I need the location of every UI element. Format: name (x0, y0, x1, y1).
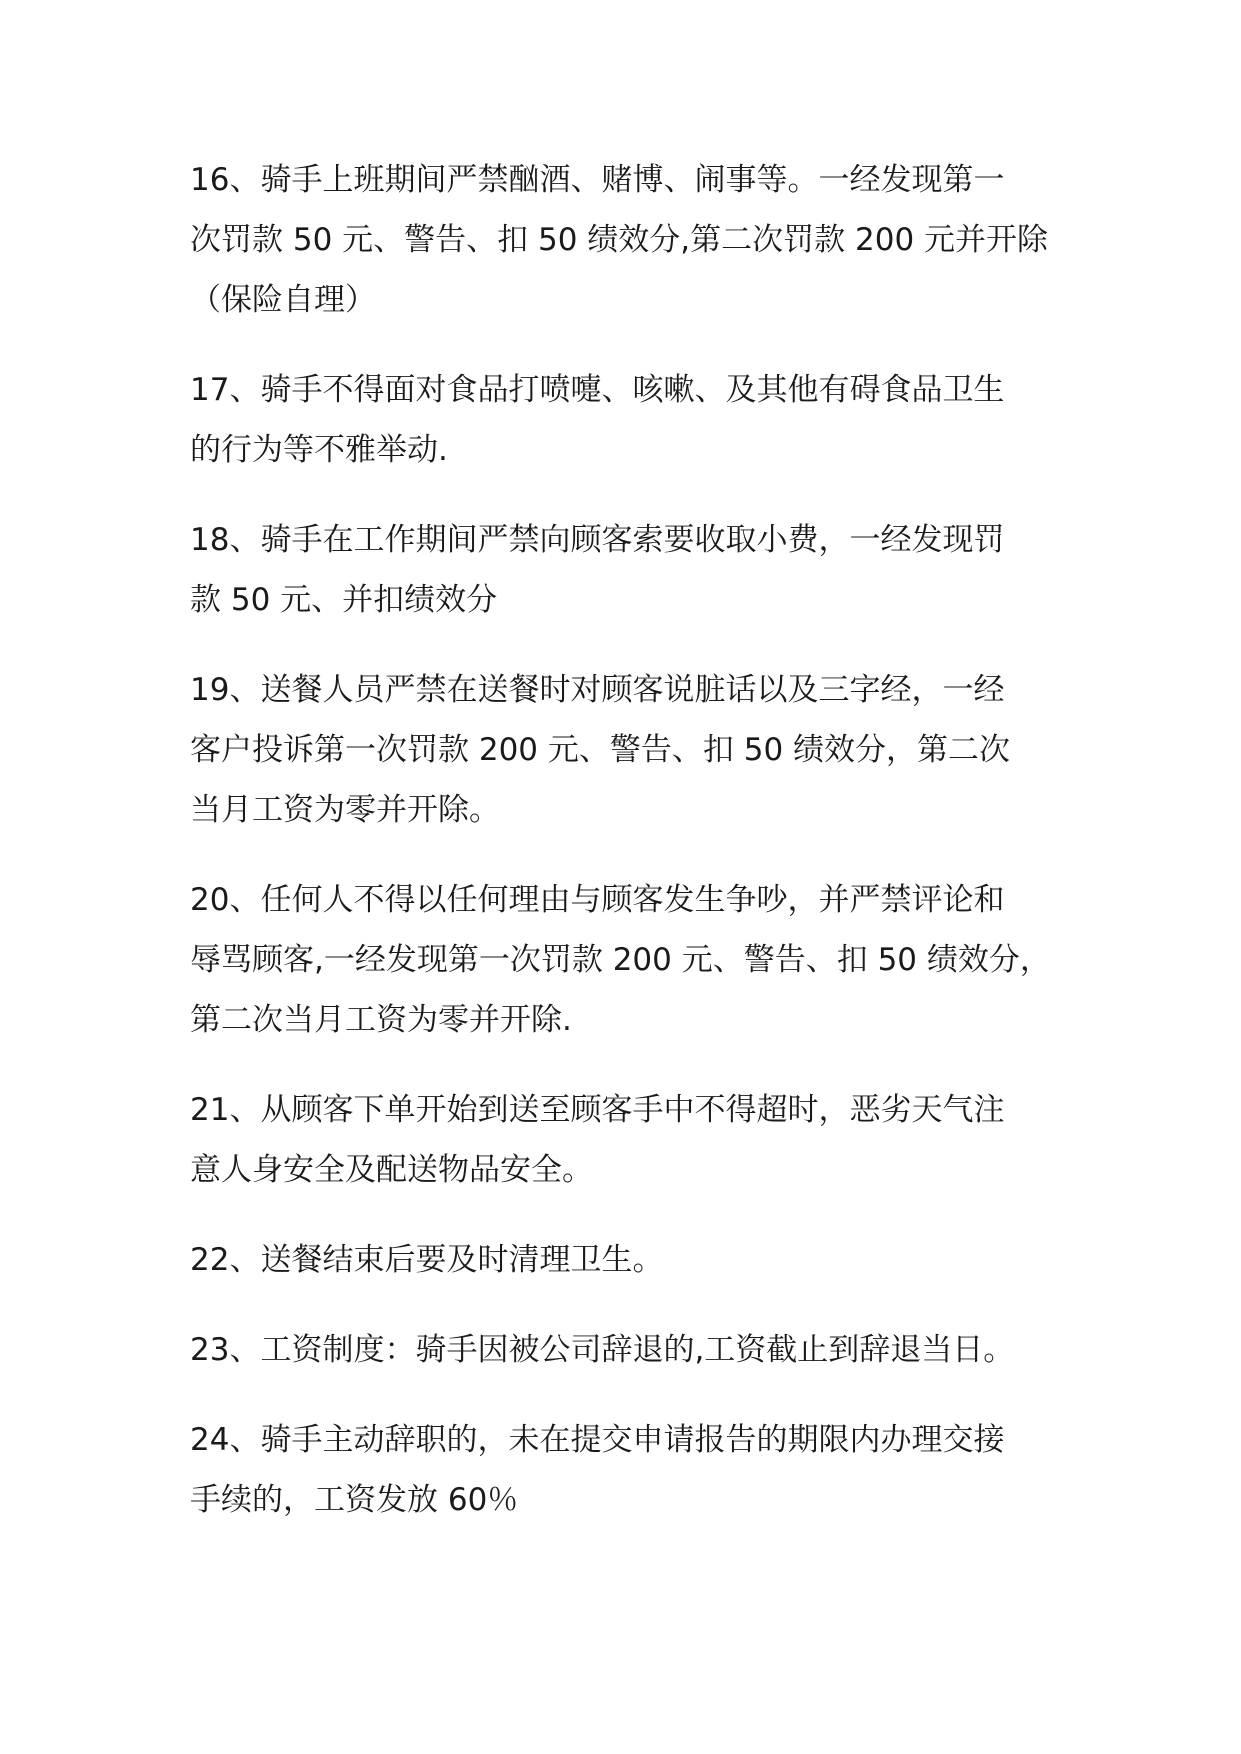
rule-24-paragraph (190, 1410, 1070, 1530)
rule-24-line-2: 手续的，工资发放 60％ (190, 1482, 519, 1518)
rule-19-paragraph (190, 660, 1070, 840)
rule-23-paragraph (190, 1320, 1070, 1380)
rule-22-line-1: 22、送餐结束后要及时清理卫生。 (190, 1242, 664, 1278)
rule-18-paragraph (190, 510, 1070, 630)
rule-18-line-1: 18、骑手在工作期间严禁向顾客索要收取小费，一经发现罚 (190, 522, 1005, 558)
rule-24-line-1: 24、骑手主动辞职的，未在提交申请报告的期限内办理交接 (190, 1422, 1005, 1458)
rule-22-paragraph (190, 1230, 1070, 1290)
rule-18-line-2: 款 50 元、并扣绩效分 (190, 582, 498, 618)
rule-17-line-2: 的行为等不雅举动. (190, 432, 448, 468)
rule-20-line-1: 20、任何人不得以任何理由与顾客发生争吵，并严禁评论和 (190, 882, 1005, 918)
rule-20-line-3: 第二次当月工资为零并开除. (190, 1002, 572, 1038)
rule-19-line-1: 19、送餐人员严禁在送餐时对顾客说脏话以及三字经，一经 (190, 672, 1005, 708)
rule-17-line-1: 17、骑手不得面对食品打喷嚏、咳嗽、及其他有碍食品卫生 (190, 372, 1005, 408)
rule-19-line-2: 客户投诉第一次罚款 200 元、警告、扣 50 绩效分，第二次 (190, 732, 1011, 768)
document-body (190, 150, 1070, 1560)
rule-17-paragraph (190, 360, 1070, 480)
rule-21-line-2: 意人身安全及配送物品安全。 (190, 1152, 593, 1188)
rule-20-paragraph (190, 870, 1070, 1050)
rule-16-line-3: （保险自理） (190, 282, 376, 318)
rule-21-paragraph (190, 1080, 1070, 1200)
rule-16-paragraph (190, 150, 1070, 330)
rule-21-line-1: 21、从顾客下单开始到送至顾客手中不得超时，恶劣天气注 (190, 1092, 1005, 1128)
rule-20-line-2: 辱骂顾客,一经发现第一次罚款 200 元、警告、扣 50 绩效分， (190, 942, 1051, 978)
rule-19-line-3: 当月工资为零并开除。 (190, 792, 500, 828)
rule-16-line-1: 16、骑手上班期间严禁酗酒、赌博、闹事等。一经发现第一 (190, 162, 1005, 198)
rule-23-line-1: 23、工资制度：骑手因被公司辞退的,工资截止到辞退当日。 (190, 1332, 1015, 1368)
rule-16-line-2: 次罚款 50 元、警告、扣 50 绩效分,第二次罚款 200 元并开除 (190, 222, 1049, 258)
